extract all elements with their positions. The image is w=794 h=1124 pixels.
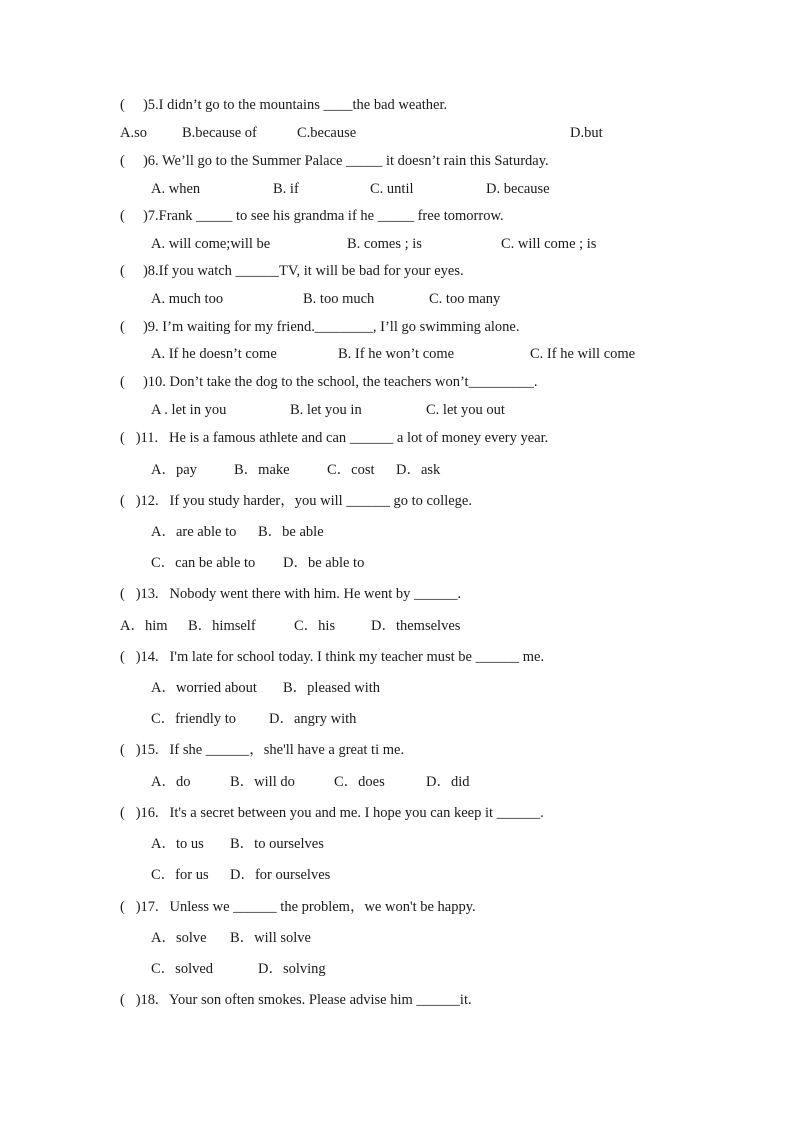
option-5a: A.so (120, 125, 147, 141)
option-14c: C．friendly to (151, 711, 236, 727)
option-10b: B. let you in (290, 402, 362, 418)
question-9-stem: ( )9. I’m waiting for my friend.________, I’ll go swimming alone. (120, 319, 520, 335)
option-12b: B．be able (258, 524, 324, 540)
option-8b: B. too much (303, 291, 375, 307)
question-17-stem: ( )17. Unless we ______ the problem，we won't be happy. (120, 899, 476, 915)
option-15b: B．will do (230, 774, 295, 790)
option-11a: A．pay (151, 462, 197, 478)
option-15d: D．did (426, 774, 470, 790)
option-6b: B. if (273, 181, 299, 197)
option-13c: C．his (294, 618, 336, 634)
option-16b: B．to ourselves (230, 836, 324, 852)
option-17c: C．solved (151, 961, 214, 977)
option-15c: C．does (334, 774, 385, 790)
option-7b: B. comes ; is (347, 236, 422, 252)
option-9b: B. If he won’t come (338, 346, 455, 362)
question-10-stem: ( )10. Don’t take the dog to the school, the teachers won’t_________. (120, 374, 538, 390)
option-14d: D．angry with (269, 711, 357, 727)
option-14a: A．worried about (151, 680, 257, 696)
option-17a: A．solve (151, 930, 207, 946)
option-15a: A．do (151, 774, 191, 790)
option-6c: C. until (370, 181, 414, 197)
option-7a: A. will come;will be (151, 236, 271, 252)
option-16d: D．for ourselves (230, 867, 331, 883)
option-14b: B．pleased with (283, 680, 381, 696)
option-5d: D.but (570, 125, 603, 141)
option-16a: A．to us (151, 836, 204, 852)
question-7-stem: ( )7.Frank _____ to see his grandma if he _____ free tomorrow. (120, 208, 504, 224)
option-12a: A．are able to (151, 524, 237, 540)
option-17b: B．will solve (230, 930, 311, 946)
question-11-stem: ( )11. He is a famous athlete and can ______ a lot of money every year. (120, 430, 549, 446)
option-5b: B.because of (182, 125, 257, 141)
option-6d: D. because (486, 181, 550, 197)
option-10a: A . let in you (151, 402, 227, 418)
option-6a: A. when (151, 181, 201, 197)
option-13a: A．him (120, 618, 168, 634)
question-15-stem: ( )15. If she ______，she'll have a great ti me. (120, 742, 405, 758)
option-12d: D．be able to (283, 555, 365, 571)
question-18-stem: ( )18. Your son often smokes. Please advise him ______it. (120, 992, 472, 1008)
option-5c: C.because (297, 125, 357, 141)
option-9a: A. If he doesn’t come (151, 346, 277, 362)
question-14-stem: ( )14. I'm late for school today. I think my teacher must be ______ me. (120, 649, 545, 665)
option-8c: C. too many (429, 291, 501, 307)
option-12c: C．can be able to (151, 555, 256, 571)
question-6-stem: ( )6. We’ll go to the Summer Palace _____ it doesn’t rain this Saturday. (120, 153, 549, 169)
question-13-stem: ( )13. Nobody went there with him. He went by ______. (120, 586, 462, 602)
option-7c: C. will come ; is (501, 236, 597, 252)
option-11c: C．cost (327, 462, 375, 478)
option-8a: A. much too (151, 291, 224, 307)
option-13d: D．themselves (371, 618, 461, 634)
question-12-stem: ( )12. If you study harder，you will ______ go to college. (120, 493, 472, 509)
option-9c: C. If he will come (530, 346, 636, 362)
question-8-stem: ( )8.If you watch ______TV, it will be bad for your eyes. (120, 263, 464, 279)
option-10c: C. let you out (426, 402, 505, 418)
question-16-stem: ( )16. It's a secret between you and me. I hope you can keep it ______. (120, 805, 544, 821)
option-11d: D．ask (396, 462, 441, 478)
option-11b: B．make (234, 462, 290, 478)
question-5-stem: ( )5.I didn’t go to the mountains ____the bad weather. (120, 97, 448, 113)
option-16c: C．for us (151, 867, 209, 883)
option-17d: D．solving (258, 961, 326, 977)
option-13b: B．himself (188, 618, 256, 634)
